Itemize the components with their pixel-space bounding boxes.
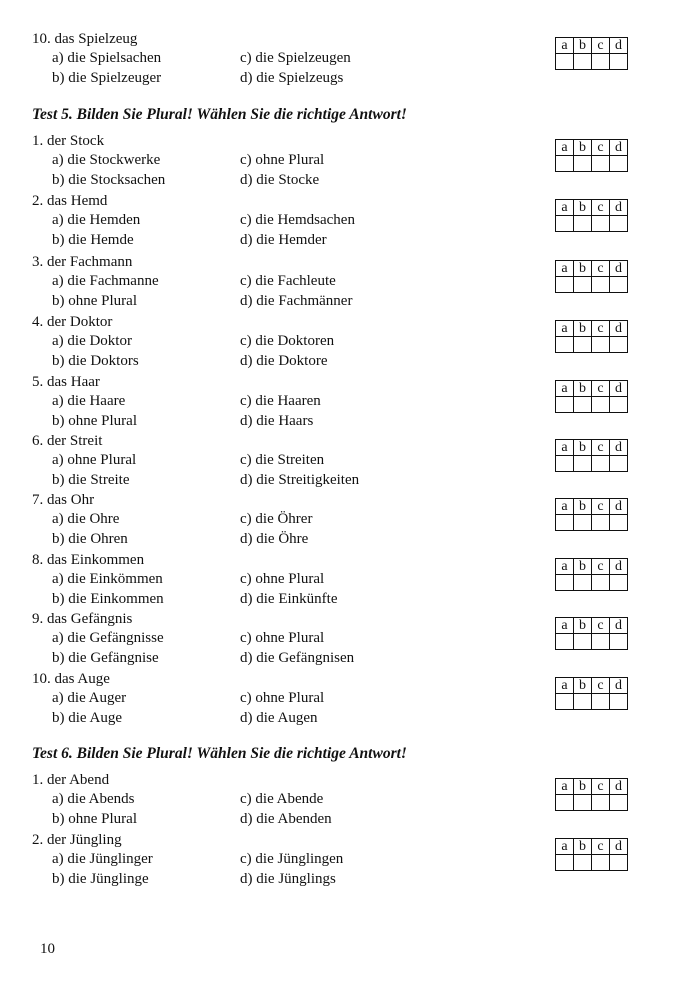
grid-letter: b xyxy=(574,678,592,694)
option-a: a) ohne Plural xyxy=(52,452,137,468)
question-item xyxy=(0,669,679,729)
option-b: b) die Gefängnise xyxy=(52,650,159,666)
answer-box[interactable] xyxy=(592,216,610,232)
grid-letter: c xyxy=(592,321,610,337)
answer-box[interactable] xyxy=(592,855,610,871)
answer-box[interactable] xyxy=(556,337,574,353)
answer-box[interactable] xyxy=(556,575,574,591)
option-a: a) die Einkömmen xyxy=(52,571,163,587)
answer-box[interactable] xyxy=(556,634,574,650)
grid-letter: c xyxy=(592,381,610,397)
grid-letter: d xyxy=(610,200,628,216)
grid-letter: b xyxy=(574,38,592,54)
grid-letter: b xyxy=(574,779,592,795)
answer-box[interactable] xyxy=(574,456,592,472)
answer-box[interactable] xyxy=(610,694,628,710)
answer-box[interactable] xyxy=(592,277,610,293)
grid-letter: a xyxy=(556,381,574,397)
question-word: 1. der Abend xyxy=(32,772,110,788)
question-item xyxy=(0,609,679,669)
answer-box[interactable] xyxy=(574,795,592,811)
option-b: b) die Spielzeuger xyxy=(52,70,162,86)
grid-letter: c xyxy=(592,38,610,54)
option-c: c) die Abende xyxy=(240,791,324,807)
answer-box[interactable] xyxy=(592,694,610,710)
grid-letter: c xyxy=(592,200,610,216)
option-c: c) die Öhrer xyxy=(240,511,313,527)
option-b: b) die Auge xyxy=(52,710,122,726)
grid-letter: a xyxy=(556,618,574,634)
answer-box[interactable] xyxy=(610,337,628,353)
grid-letter: a xyxy=(556,559,574,575)
option-d: d) die Stocke xyxy=(240,172,320,188)
question-word: 8. das Einkommen xyxy=(32,552,145,568)
option-c: c) die Haaren xyxy=(240,393,321,409)
answer-box[interactable] xyxy=(592,634,610,650)
grid-letter: a xyxy=(556,261,574,277)
grid-letter: b xyxy=(574,559,592,575)
option-a: a) die Spielsachen xyxy=(52,50,162,66)
grid-letter: c xyxy=(592,261,610,277)
grid-letter: d xyxy=(610,38,628,54)
grid-letter: a xyxy=(556,499,574,515)
grid-letter: d xyxy=(610,779,628,795)
page-number: 10 xyxy=(40,941,55,957)
grid-letter: d xyxy=(610,140,628,156)
option-a: a) die Fachmanne xyxy=(52,273,159,289)
option-d: d) die Hemder xyxy=(240,232,327,248)
answer-box[interactable] xyxy=(556,54,574,70)
grid-letter: c xyxy=(592,839,610,855)
answer-box[interactable] xyxy=(610,795,628,811)
option-c: c) die Jünglingen xyxy=(240,851,344,867)
answer-box[interactable] xyxy=(574,337,592,353)
section-heading: Test 5. Bilden Sie Plural! Wählen Sie die richtige Antwort! xyxy=(32,106,407,123)
answer-grid xyxy=(555,320,628,353)
answer-box[interactable] xyxy=(610,855,628,871)
answer-box[interactable] xyxy=(610,156,628,172)
grid-letter: a xyxy=(556,440,574,456)
answer-box[interactable] xyxy=(610,456,628,472)
grid-letter: c xyxy=(592,499,610,515)
answer-grid xyxy=(555,139,628,172)
option-c: c) ohne Plural xyxy=(240,571,325,587)
option-b: b) die Streite xyxy=(52,472,130,488)
question-item xyxy=(0,191,679,251)
grid-letter: d xyxy=(610,559,628,575)
question-word: 2. der Jüngling xyxy=(32,832,122,848)
answer-box[interactable] xyxy=(574,855,592,871)
option-b: b) ohne Plural xyxy=(52,293,137,309)
answer-grid xyxy=(555,617,628,650)
option-c: c) die Fachleute xyxy=(240,273,336,289)
question-item xyxy=(0,770,679,830)
answer-grid xyxy=(555,439,628,472)
answer-grid xyxy=(555,260,628,293)
question-word: 4. der Doktor xyxy=(32,314,113,330)
grid-letter: d xyxy=(610,440,628,456)
section-heading: Test 6. Bilden Sie Plural! Wählen Sie die richtige Antwort! xyxy=(32,745,407,762)
question-item xyxy=(0,830,679,890)
option-d: d) die Fachmänner xyxy=(240,293,353,309)
answer-box[interactable] xyxy=(610,54,628,70)
answer-box[interactable] xyxy=(556,397,574,413)
option-b: b) ohne Plural xyxy=(52,811,137,827)
option-b: b) die Stocksachen xyxy=(52,172,166,188)
grid-letter: a xyxy=(556,321,574,337)
grid-letter: d xyxy=(610,618,628,634)
option-a: a) die Abends xyxy=(52,791,135,807)
question-word: 7. das Ohr xyxy=(32,492,95,508)
answer-box[interactable] xyxy=(592,456,610,472)
answer-box[interactable] xyxy=(592,397,610,413)
option-c: c) die Doktoren xyxy=(240,333,335,349)
answer-box[interactable] xyxy=(610,216,628,232)
grid-letter: d xyxy=(610,839,628,855)
answer-box[interactable] xyxy=(592,575,610,591)
answer-box[interactable] xyxy=(592,515,610,531)
option-d: d) die Doktore xyxy=(240,353,328,369)
answer-grid xyxy=(555,380,628,413)
grid-letter: d xyxy=(610,381,628,397)
option-c: c) ohne Plural xyxy=(240,690,325,706)
grid-letter: a xyxy=(556,678,574,694)
grid-letter: a xyxy=(556,140,574,156)
question-word: 10. das Auge xyxy=(32,671,110,687)
question-item xyxy=(0,372,679,432)
grid-letter: d xyxy=(610,321,628,337)
question-word: 2. das Hemd xyxy=(32,193,108,209)
question-item xyxy=(0,550,679,610)
answer-box[interactable] xyxy=(610,277,628,293)
grid-letter: d xyxy=(610,261,628,277)
answer-box[interactable] xyxy=(574,575,592,591)
option-b: b) die Ohren xyxy=(52,531,128,547)
answer-box[interactable] xyxy=(574,216,592,232)
grid-letter: b xyxy=(574,321,592,337)
grid-letter: b xyxy=(574,499,592,515)
question-word: 5. das Haar xyxy=(32,374,100,390)
option-a: a) die Stockwerke xyxy=(52,152,161,168)
answer-box[interactable] xyxy=(556,694,574,710)
answer-grid xyxy=(555,37,628,70)
answer-box[interactable] xyxy=(574,54,592,70)
option-d: d) die Haars xyxy=(240,413,314,429)
question-item xyxy=(0,431,679,491)
option-c: c) ohne Plural xyxy=(240,152,325,168)
answer-grid xyxy=(555,778,628,811)
grid-letter: c xyxy=(592,140,610,156)
grid-letter: a xyxy=(556,839,574,855)
option-b: b) die Einkommen xyxy=(52,591,164,607)
answer-box[interactable] xyxy=(574,156,592,172)
question-word: 10. das Spielzeug xyxy=(32,31,138,47)
answer-box[interactable] xyxy=(556,855,574,871)
grid-letter: b xyxy=(574,200,592,216)
answer-box[interactable] xyxy=(556,216,574,232)
question-item xyxy=(0,29,679,89)
question-item xyxy=(0,312,679,372)
question-item xyxy=(0,131,679,191)
question-word: 1. der Stock xyxy=(32,133,105,149)
grid-letter: d xyxy=(610,678,628,694)
grid-letter: a xyxy=(556,779,574,795)
option-d: d) die Augen xyxy=(240,710,318,726)
answer-box[interactable] xyxy=(556,515,574,531)
option-a: a) die Haare xyxy=(52,393,126,409)
answer-grid xyxy=(555,558,628,591)
question-word: 6. der Streit xyxy=(32,433,103,449)
answer-box[interactable] xyxy=(556,277,574,293)
option-b: b) die Doktors xyxy=(52,353,139,369)
option-d: d) die Einkünfte xyxy=(240,591,338,607)
option-d: d) die Spielzeugs xyxy=(240,70,344,86)
question-item xyxy=(0,252,679,312)
answer-box[interactable] xyxy=(574,277,592,293)
answer-grid xyxy=(555,838,628,871)
option-d: d) die Gefängnisen xyxy=(240,650,355,666)
option-b: b) die Jünglinge xyxy=(52,871,149,887)
grid-letter: b xyxy=(574,381,592,397)
answer-grid xyxy=(555,199,628,232)
option-d: d) die Öhre xyxy=(240,531,309,547)
answer-box[interactable] xyxy=(592,337,610,353)
grid-letter: c xyxy=(592,559,610,575)
option-d: d) die Jünglings xyxy=(240,871,336,887)
answer-box[interactable] xyxy=(592,54,610,70)
grid-letter: b xyxy=(574,261,592,277)
grid-letter: c xyxy=(592,678,610,694)
answer-box[interactable] xyxy=(592,795,610,811)
answer-box[interactable] xyxy=(556,156,574,172)
option-a: a) die Jünglinger xyxy=(52,851,153,867)
question-word: 3. der Fachmann xyxy=(32,254,133,270)
question-item xyxy=(0,490,679,550)
answer-box[interactable] xyxy=(574,694,592,710)
answer-box[interactable] xyxy=(592,156,610,172)
answer-box[interactable] xyxy=(610,397,628,413)
grid-letter: c xyxy=(592,440,610,456)
option-a: a) die Hemden xyxy=(52,212,141,228)
option-d: d) die Streitigkeiten xyxy=(240,472,360,488)
answer-box[interactable] xyxy=(610,634,628,650)
question-word: 9. das Gefängnis xyxy=(32,611,133,627)
option-c: c) die Hemdsachen xyxy=(240,212,355,228)
grid-letter: b xyxy=(574,440,592,456)
option-a: a) die Auger xyxy=(52,690,127,706)
option-c: c) ohne Plural xyxy=(240,630,325,646)
grid-letter: b xyxy=(574,140,592,156)
answer-box[interactable] xyxy=(574,515,592,531)
answer-box[interactable] xyxy=(610,515,628,531)
grid-letter: c xyxy=(592,779,610,795)
option-d: d) die Abenden xyxy=(240,811,332,827)
answer-box[interactable] xyxy=(610,575,628,591)
option-a: a) die Gefängnisse xyxy=(52,630,164,646)
answer-box[interactable] xyxy=(556,456,574,472)
answer-box[interactable] xyxy=(556,795,574,811)
answer-grid xyxy=(555,498,628,531)
option-c: c) die Streiten xyxy=(240,452,325,468)
option-a: a) die Ohre xyxy=(52,511,120,527)
option-c: c) die Spielzeugen xyxy=(240,50,351,66)
grid-letter: b xyxy=(574,618,592,634)
answer-box[interactable] xyxy=(574,634,592,650)
grid-letter: a xyxy=(556,200,574,216)
answer-grid xyxy=(555,677,628,710)
option-a: a) die Doktor xyxy=(52,333,132,349)
option-b: b) ohne Plural xyxy=(52,413,137,429)
grid-letter: d xyxy=(610,499,628,515)
grid-letter: c xyxy=(592,618,610,634)
grid-letter: a xyxy=(556,38,574,54)
answer-box[interactable] xyxy=(574,397,592,413)
grid-letter: b xyxy=(574,839,592,855)
option-b: b) die Hemde xyxy=(52,232,134,248)
